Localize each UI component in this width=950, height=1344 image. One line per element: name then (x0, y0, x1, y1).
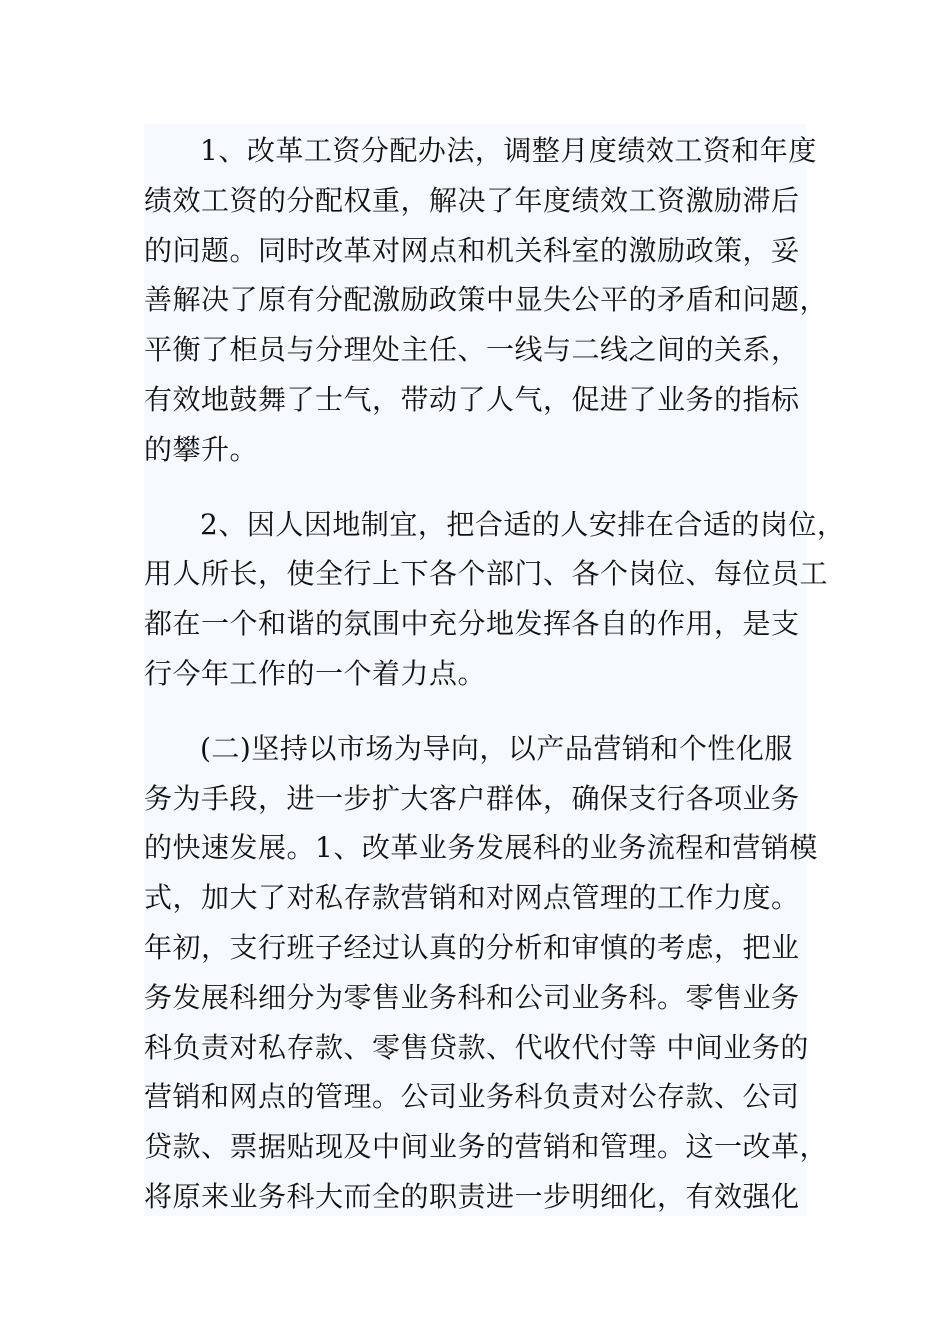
text-line: 年初，支行班子经过认真的分析和审慎的考虑，把业 (144, 930, 800, 964)
text-line: 都在一个和谐的氛围中充分地发挥各自的作用，是支 (144, 607, 800, 641)
text-line: (二)坚持以市场为导向，以产品营销和个性化服 (200, 731, 793, 765)
text-line: 务为手段，进一步扩大客户群体，确保支行各项业务 (144, 781, 800, 815)
text-line: 善解决了原有分配激励政策中显失公平的矛盾和问题， (144, 283, 829, 317)
text-line: 有效地鼓舞了士气，带动了人气，促进了业务的指标 (144, 382, 800, 416)
text-line: 2、因人因地制宜，把合适的人安排在合适的岗位， (200, 507, 846, 541)
paragraph-1 (144, 124, 829, 475)
text-line: 务发展科细分为零售业务科和公司业务科。零售业务 (144, 980, 800, 1014)
text-line: 1、改革工资分配办法，调整月度绩效工资和年度 (200, 134, 817, 167)
paragraph-2 (144, 500, 846, 699)
text-line: 用人所长，使全行上下各个部门、各个岗位、每位员工 (144, 557, 829, 591)
text-line: 的问题。同时改革对网点和机关科室的激励政策，妥 (144, 233, 800, 267)
text-line: 科负责对私存款、零售贷款、代收代付等 中间业务的 (144, 1030, 809, 1064)
text-line: 的攀升。 (144, 432, 259, 466)
text-line: 行今年工作的一个着力点。 (144, 656, 487, 690)
text-line: 绩效工资的分配权重，解决了年度绩效工资激励滞后 (144, 183, 800, 217)
text-line: 式，加大了对私存款营销和对网点管理的工作力度。 (144, 881, 800, 915)
paragraph-3 (144, 724, 829, 1222)
text-line: 营销和网点的管理。公司业务科负责对公存款、公司 (144, 1080, 800, 1114)
text-line: 贷款、票据贴现及中间业务的营销和管理。这一改革， (144, 1130, 829, 1164)
document-text-block (144, 124, 846, 1216)
paragraph-spacer (144, 475, 806, 500)
paragraph-spacer (144, 699, 806, 724)
text-line: 的快速发展。1、改革业务发展科的业务流程和营销模 (144, 831, 818, 865)
text-line: 将原来业务科大而全的职责进一步明细化，有效强化 (144, 1179, 800, 1213)
text-line: 平衡了柜员与分理处主任、一线与二线之间的关系， (144, 333, 800, 367)
